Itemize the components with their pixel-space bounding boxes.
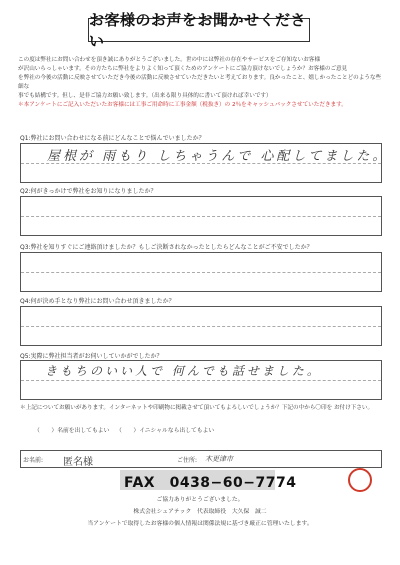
consent-option-initial[interactable]: （ ）イニシャルなら出してもよい xyxy=(116,428,215,434)
answer-rule xyxy=(21,216,381,217)
page-title: お客様のお声をお聞かせください xyxy=(88,18,310,42)
question-5-answer-box[interactable] xyxy=(20,360,382,400)
fax-number: FAX 0438−60−7774 xyxy=(124,475,297,491)
name-label: お名前: xyxy=(23,457,44,464)
question-3-answer-box[interactable] xyxy=(20,252,382,292)
name-address-row xyxy=(20,450,382,468)
consent-option-name[interactable]: （ ）名前を出してもよい xyxy=(34,428,110,434)
intro-line: が沢山いらっしゃいます。その方たちに弊社をよりよく知って頂くためのアンケートにご協力頂けないでしょうか？お客様のご意見 xyxy=(18,65,348,72)
question-5-answer: きもちのいい人で 何んでも話せました。 xyxy=(45,364,322,378)
privacy-text: 当アンケートで取得したお客様の個人情報は関係法規に基づき厳正に管理いたします。 xyxy=(87,521,313,527)
intro-text xyxy=(18,56,384,109)
address-value[interactable]: 木更津市 xyxy=(205,455,233,463)
question-5-label: Q5:実際に弊社担当者がお伺いしていかがでしたか？ xyxy=(20,353,163,360)
company-seal-stamp xyxy=(348,468,372,492)
question-1-answer-box[interactable] xyxy=(20,143,389,183)
name-value[interactable]: 匿名様 xyxy=(63,457,93,468)
answer-rule xyxy=(21,380,381,381)
question-4-answer-box[interactable] xyxy=(20,306,382,346)
question-4-label: Q4:何が決め手となり弊社にお問い合わせ頂きましたか？ xyxy=(20,298,175,305)
question-2-label: Q2:何がきっかけで弊社をお知りになりましたか？ xyxy=(20,188,157,195)
intro-line: 事でも結構です。但し、是非ご協力お願い致します。（出来る限り具体的に書いて頂ければ幸いです） xyxy=(18,92,272,99)
answer-rule xyxy=(21,326,381,327)
intro-line: この度は弊社にお問い合わせを頂き誠にありがとうございました。世の中には弊社の存在やサービスをご存知ないお客様 xyxy=(18,57,321,63)
address-label: ご住所: xyxy=(177,457,198,464)
intro-line: を弊社の今後の活動に反映させていただき今後の活動に反映させていただきたいと考えております。良かったこと、嬉しかったことどのような些細な xyxy=(18,74,382,90)
answer-rule xyxy=(21,272,381,273)
question-1-label: Q1:弊社にお問い合わせになる前にどんなことで悩んでいましたか？ xyxy=(20,135,205,142)
thanks-text: ご協力ありがとうございました。 xyxy=(156,497,244,503)
question-3-label: Q3:弊社を知りすぐにご連絡頂けましたか？もしご決断されなかったとしたらどんなことがご不安でしたか？ xyxy=(20,244,313,251)
question-1-answer: 屋根が 雨もり しちゃうんで 心配してました。 xyxy=(47,149,389,164)
company-text: 株式会社シェアテック 代表取締役 大久保 誠二 xyxy=(133,509,267,515)
question-2-answer-box[interactable] xyxy=(20,196,382,236)
cashback-note: ＊本アンケートにご記入いただいたお客様には工事ご用命時に工事金額（税抜き）の 2％をキャッシュバックさせていただきます。 xyxy=(18,101,347,108)
consent-text: ＊上記についてお願いがあります。インターネットや印刷物に掲載させて頂いてもよろしいでしょうか？下記の中から〇印を お付け下さい。 xyxy=(20,405,374,411)
